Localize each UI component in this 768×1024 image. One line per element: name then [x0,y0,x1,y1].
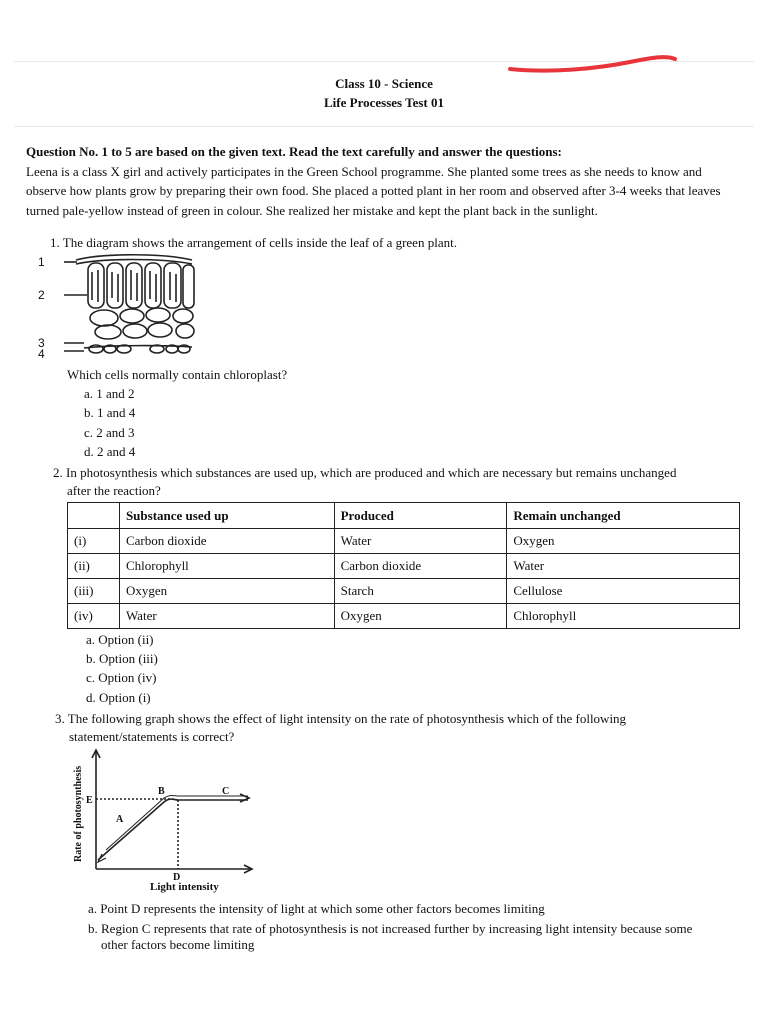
table-cell: Chlorophyll [507,604,740,629]
leaf-cells-diagram [38,252,198,361]
q3-option-b-line1: b. Region C represents that rate of photosynthesis is not increased further by increasing light intensity because some [88,921,693,936]
diagram-label-2: 2 [38,288,45,302]
table-cell: Carbon dioxide [119,529,334,554]
q2-option-b: b. Option (iii) [86,651,158,666]
q3-text-line1: 3. The following graph shows the effect of light intensity on the rate of photosynthesis which of the following [55,711,627,726]
table-header-cell [68,503,120,529]
doc-title-line1: Class 10 - Science [335,76,433,91]
graph-xlabel: Light intensity [150,881,219,893]
graph-point-e: E [86,795,93,806]
diagram-label-4: 4 [38,347,45,361]
q3-text-line2: statement/statements is correct? [69,729,235,744]
table-cell: (i) [68,529,120,554]
q2-text-line2: after the reaction? [67,483,161,498]
diagram-label-1: 1 [38,255,45,269]
table-cell: (ii) [68,554,120,579]
table-cell: Carbon dioxide [334,554,507,579]
table-header-cell: Remain unchanged [507,503,740,529]
table-cell: Oxygen [334,604,507,629]
q1-option-a: a. 1 and 2 [84,386,135,401]
table-cell: Water [507,554,740,579]
q2-option-c: c. Option (iv) [86,670,157,685]
table-cell: Water [334,529,507,554]
table-row [68,554,740,579]
passage [26,142,742,220]
light-intensity-graph [66,744,266,894]
q1-option-b: b. 1 and 4 [84,405,136,420]
header-rule [14,126,754,127]
table-row [68,579,740,604]
q1-prompt: Which cells normally contain chloroplast? [67,367,288,382]
graph-ylabel: Rate of photosynthesis [73,765,84,862]
diagram-label-3: 3 [38,336,45,350]
table-cell: (iv) [68,604,120,629]
table-cell: Chlorophyll [119,554,334,579]
graph-point-b: B [158,786,165,797]
table-header-cell: Produced [334,503,507,529]
q2-text-line1: 2. In photosynthesis which substances are used up, which are produced and which are necessary but remains unchanged [53,465,677,480]
table-header-row [68,503,740,529]
q2-option-d: d. Option (i) [86,690,151,705]
table-cell: (iii) [68,579,120,604]
table-cell: Starch [334,579,507,604]
red-pen-mark [500,48,690,78]
graph-point-a: A [116,814,124,825]
doc-title-line2: Life Processes Test 01 [324,95,444,110]
q2-option-a: a. Option (ii) [86,632,154,647]
table-cell: Cellulose [507,579,740,604]
substance-table [67,502,740,629]
table-cell: Oxygen [507,529,740,554]
q1-option-c: c. 2 and 3 [84,425,135,440]
q3-option-a: a. Point D represents the intensity of light at which some other factors becomes limiting [88,901,545,916]
q1-option-d: d. 2 and 4 [84,444,136,459]
table-row [68,529,740,554]
graph-point-d: D [173,872,181,883]
passage-body: Leena is a class X girl and actively participates in the Green School programme. She planted some trees as she needs to know and observe how plants grow by preparing their own food. She placed a potted plant in her room and observed after 3-4 weeks that leaves turned pale-yellow instead of green in colour. She realized her mistake and kept the plant back in the sunlight. [26,163,721,218]
q1-text: 1. The diagram shows the arrangement of cells inside the leaf of a green plant. [50,235,457,250]
passage-heading: Question No. 1 to 5 are based on the given text. Read the text carefully and answer the questions: [26,144,562,159]
table-header-cell: Substance used up [119,503,334,529]
table-row [68,604,740,629]
table-cell: Oxygen [119,579,334,604]
graph-point-c: C [222,786,230,797]
table-cell: Water [119,604,334,629]
q3-option-b-line2: other factors become limiting [101,937,255,952]
